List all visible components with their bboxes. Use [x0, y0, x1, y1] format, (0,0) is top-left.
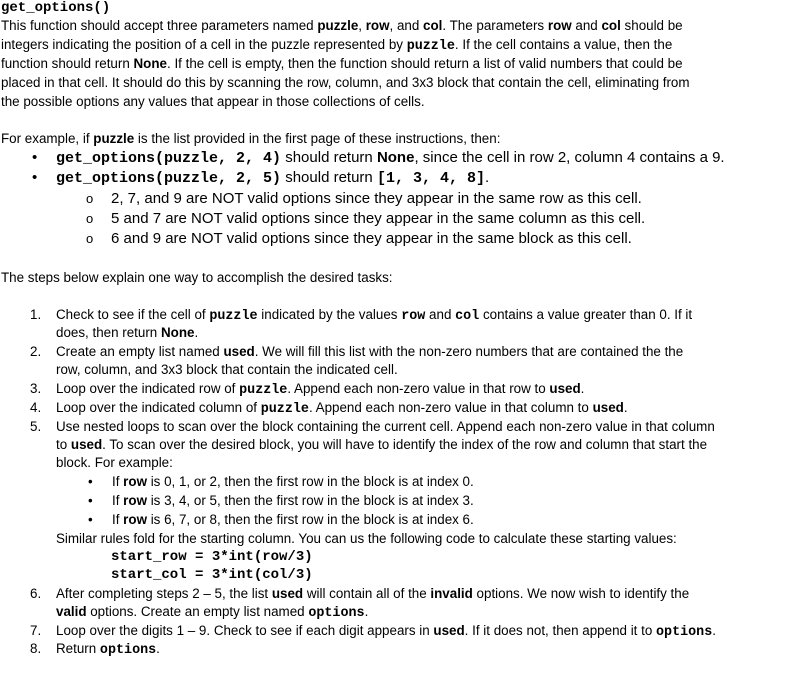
step-5-line-1: Use nested loops to scan over the block containing the current cell. Append each non-zero value in that column: [56, 419, 715, 434]
steps-intro: The steps below explain one way to accomplish the desired tasks:: [1, 270, 393, 285]
code-term: used: [549, 381, 581, 396]
text: is the list provided in the first page of these instructions, then:: [134, 131, 501, 146]
text: This function should accept three parameters named: [1, 18, 318, 33]
text: . If it does not, then append it to: [464, 623, 656, 638]
text: . We will fill this list with the non-zero numbers that are contained the the: [254, 344, 684, 359]
code-term: puzzle: [209, 309, 258, 324]
text: Loop over the digits 1 – 9. Check to see if each digit appears in: [56, 623, 434, 638]
text: . To scan over the desired block, you will have to identify the index of the row and column that start the: [102, 437, 708, 452]
text: If: [112, 512, 124, 527]
text: .: [712, 623, 716, 638]
code-term: col: [601, 18, 621, 33]
text: is 0, 1, or 2, then the first row in the block is at index 0.: [146, 474, 474, 489]
example-bullet-2: [56, 168, 489, 189]
intro-line-4: placed in that cell. It should do this by scanning the row, column, and 3x3 block that contain the cell, eliminating from: [1, 75, 690, 90]
step-2-line-2: row, column, and 3x3 block that contain the indicated cell.: [56, 362, 398, 377]
code-term: options: [656, 625, 713, 640]
step-4: [56, 399, 628, 419]
text: . If the cell contains a value, then the: [454, 37, 673, 52]
text: .: [156, 641, 160, 656]
code-term: row: [123, 493, 147, 508]
step-6-line-1: [56, 585, 689, 603]
sub-bullet-marker: o: [86, 191, 94, 206]
code-term: row: [365, 18, 390, 33]
code-term: puzzle: [239, 383, 288, 398]
step-1-line-2: [56, 324, 198, 342]
sub-bullet-marker: o: [86, 231, 94, 246]
emphasis: valid: [56, 604, 87, 619]
code-term: options: [308, 606, 365, 621]
text: Create an empty list named: [56, 344, 224, 359]
code-start-row: start_row = 3*int(row/3): [111, 549, 313, 565]
code-term: puzzle: [260, 402, 309, 417]
block-rule-3: [112, 511, 474, 529]
text: should be: [620, 18, 683, 33]
step-2-line-1: [56, 343, 683, 361]
text: Loop over the indicated row of: [56, 381, 240, 396]
text: and: [425, 307, 456, 322]
intro-line-3: [1, 55, 683, 73]
step-number: 2.: [30, 344, 42, 359]
code-term: row: [547, 18, 572, 33]
text: If: [112, 493, 124, 508]
text: .: [580, 381, 585, 396]
code-term: puzzle: [93, 131, 135, 146]
text: If: [112, 474, 124, 489]
block-rule-1: [112, 473, 474, 491]
page-title: get_options(): [1, 0, 111, 16]
code-term: col: [423, 18, 443, 33]
text: For example, if: [1, 131, 94, 146]
text: . The parameters: [442, 18, 548, 33]
code-term: col: [455, 309, 480, 324]
text: After completing steps 2 – 5, the list: [56, 586, 272, 601]
code-call: get_options(puzzle, 2, 4): [56, 150, 282, 167]
text: , and: [389, 18, 424, 33]
text: .: [484, 169, 490, 186]
text: options. We now wish to identify the: [472, 586, 690, 601]
code-term: used: [271, 586, 304, 601]
step-5-line-2: [56, 436, 707, 454]
text: is 6, 7, or 8, then the first row in the block is at index 6.: [146, 512, 474, 527]
text: .: [623, 400, 628, 415]
step-8: [56, 640, 160, 660]
sub-bullet-1: 2, 7, and 9 are NOT valid options since they appear in the same row as this cell.: [111, 190, 642, 207]
bullet-marker: •: [88, 512, 93, 527]
keyword: None: [376, 149, 415, 166]
text: , since the cell in row 2, column 4 contains a 9.: [414, 149, 725, 166]
text: will contain all of the: [303, 586, 431, 601]
text: .: [364, 604, 369, 619]
sub-bullet-2: 5 and 7 are NOT valid options since they appear in the same column as this cell.: [111, 210, 646, 227]
step-5-line-3: block. For example:: [56, 455, 173, 470]
code-term: used: [70, 437, 103, 452]
code-term: puzzle: [317, 18, 359, 33]
text: . Append each non-zero value in that column to: [308, 400, 593, 415]
keyword: None: [133, 56, 167, 71]
step-number: 3.: [30, 381, 42, 396]
bullet-marker: •: [32, 149, 38, 166]
text: integers indicating the position of a cell in the puzzle represented by: [1, 37, 407, 52]
step-number: 4.: [30, 400, 42, 415]
text: . Append each non-zero value in that row to: [287, 381, 550, 396]
step-1-line-1: [56, 306, 692, 326]
text: .: [194, 325, 199, 340]
text: Check to see if the cell of: [56, 307, 210, 322]
text: Loop over the indicated column of: [56, 400, 261, 415]
emphasis: invalid: [430, 586, 473, 601]
sub-bullet-marker: o: [86, 211, 94, 226]
bullet-marker: •: [88, 474, 93, 489]
return-value: [1, 3, 4, 8]: [376, 170, 485, 187]
step-number: 7.: [30, 623, 42, 638]
code-term: used: [592, 400, 624, 415]
code-term: options: [99, 643, 157, 658]
text: is 3, 4, or 5, then the first row in the block is at index 3.: [146, 493, 474, 508]
text: should return: [281, 149, 377, 166]
intro-line-1: [1, 17, 683, 35]
step-3: [56, 380, 584, 400]
text: indicated by the values: [257, 307, 402, 322]
code-call: get_options(puzzle, 2, 5): [56, 170, 282, 187]
code-term: row: [123, 474, 147, 489]
text: ,: [358, 18, 366, 33]
example-lead: [1, 130, 500, 148]
text: should return: [281, 169, 377, 186]
code-term: used: [433, 623, 465, 638]
step-5-after: Similar rules fold for the starting column. You can us the following code to calculate these starting values:: [56, 531, 677, 546]
text: Return: [56, 641, 100, 656]
text: to: [56, 437, 71, 452]
code-term: row: [401, 309, 426, 324]
text: . If the cell is empty, then the function should return a list of valid numbers that could be: [167, 56, 683, 71]
block-rule-2: [112, 492, 474, 510]
text: does, then return: [56, 325, 161, 340]
intro-line-2: [1, 36, 672, 56]
text: options. Create an empty list named: [86, 604, 309, 619]
code-start-col: start_col = 3*int(col/3): [111, 567, 313, 583]
step-6-line-2: [56, 603, 368, 623]
code-term: puzzle: [406, 39, 455, 54]
step-7: [56, 622, 716, 642]
sub-bullet-3: 6 and 9 are NOT valid options since they appear in the same block as this cell.: [111, 230, 632, 247]
step-number: 1.: [30, 307, 42, 322]
example-bullet-1: [56, 148, 725, 169]
step-number: 5.: [30, 419, 42, 434]
bullet-marker: •: [32, 169, 38, 186]
text: and: [571, 18, 602, 33]
step-number: 8.: [30, 641, 42, 656]
bullet-marker: •: [88, 493, 93, 508]
step-number: 6.: [30, 586, 42, 601]
code-term: used: [223, 344, 255, 359]
keyword: None: [160, 325, 195, 340]
text: contains a value greater than 0. If it: [479, 307, 693, 322]
intro-line-5: the possible options any values that appear in those collections of cells.: [1, 94, 425, 109]
code-term: row: [123, 512, 147, 527]
text: function should return: [1, 56, 134, 71]
